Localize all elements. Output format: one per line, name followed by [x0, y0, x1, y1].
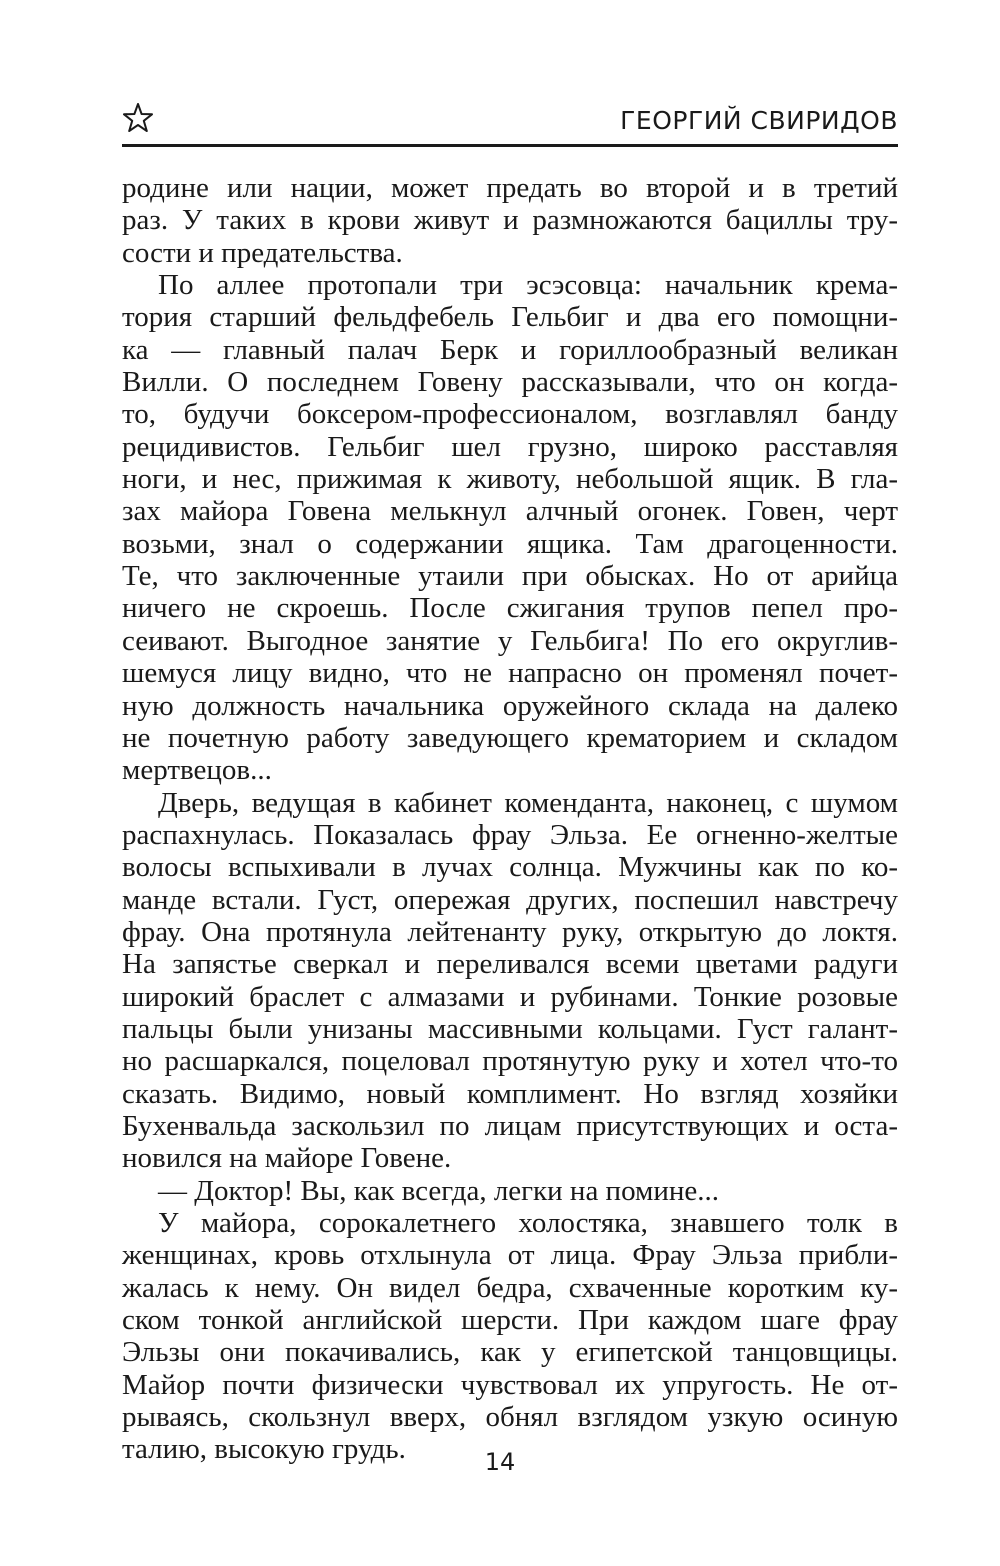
- text-line: По аллее протопали три эсэсовца: начальник крема-: [158, 269, 898, 302]
- text-line: талию, высокую грудь.: [122, 1433, 406, 1466]
- text-line: Вилли. О последнем Говену рассказывали, что он когда-: [122, 366, 898, 399]
- page-number: 14: [484, 1448, 516, 1476]
- text-line: ка — главный палач Берк и гориллообразный великан: [122, 333, 898, 366]
- header-title: ГЕОРГИЙ СВИРИДОВ: [620, 106, 898, 135]
- text-line: зах майора Говена мелькнул алчный огонек. Говен, черт: [122, 495, 898, 528]
- text-line: — Доктор! Вы, как всегда, легки на помине...: [158, 1174, 720, 1207]
- text-line: ную должность начальника оружейного склада на далеко: [122, 689, 898, 722]
- text-line: Майор почти физически чувствовал их упругость. Не от-: [122, 1368, 898, 1401]
- text-line: не почетную работу заведующего крематорием и складом: [122, 721, 898, 754]
- text-line: мертвецов...: [122, 754, 272, 787]
- text-line: фрау. Она протянула лейтенанту руку, открытую до локтя.: [122, 915, 898, 948]
- text-line: широкий браслет с алмазами и рубинами. Тонкие розовые: [122, 980, 898, 1013]
- text-line: сости и предательства.: [122, 236, 403, 269]
- text-line: то, будучи боксером-профессионалом, возглавлял банду: [122, 398, 898, 431]
- body-text: [122, 172, 898, 1466]
- text-line: женщинах, кровь отхлынула от лица. Фрау Эльза прибли-: [122, 1239, 898, 1272]
- text-line: тория старший фельдфебель Гельбиг и два его помощни-: [122, 301, 898, 334]
- text-line: рецидивистов. Гельбиг шел грузно, широко расставляя: [122, 430, 898, 463]
- text-line: сказать. Видимо, новый комплимент. Но взгляд хозяйки: [122, 1077, 898, 1110]
- text-line: Эльзы они покачивались, как у египетской танцовщицы.: [122, 1336, 898, 1369]
- text-line: На запястье сверкал и переливался всеми цветами радуги: [122, 948, 898, 981]
- running-header: [122, 100, 898, 147]
- text-line: Те, что заключенные утаили при обысках. Но от арийца: [122, 560, 898, 593]
- text-line: манде встали. Густ, опережая других, поспешил навстречу: [122, 883, 898, 916]
- text-line: рываясь, скользнул вверх, обнял взглядом узкую осиную: [122, 1401, 898, 1434]
- text-line: сеивают. Выгодное занятие у Гельбига! По его округлив-: [122, 624, 898, 657]
- text-line: жалась к нему. Он видел бедра, схваченные коротким ку-: [122, 1271, 898, 1304]
- text-line: шемуся лицу видно, что не напрасно он променял почет-: [122, 657, 898, 690]
- text-line: ничего не скроешь. После сжигания трупов пепел про-: [122, 592, 898, 625]
- text-line: родине или нации, может предать во второй и в третий: [122, 172, 898, 204]
- text-line: раз. У таких в крови живут и размножаются бациллы тру-: [122, 204, 898, 237]
- text-line: У майора, сорокалетнего холостяка, знавшего толк в: [158, 1207, 898, 1239]
- text-line: Бухенвальда заскользил по лицам присутствующих и оста-: [122, 1109, 898, 1142]
- text-line: новился на майоре Говене.: [122, 1142, 452, 1175]
- text-line: распахнулась. Показалась фрау Эльза. Ее огненно-желтые: [122, 818, 898, 851]
- text-line: пальцы были унизаны массивными кольцами. Густ галант-: [122, 1012, 898, 1045]
- text-line: Дверь, ведущая в кабинет коменданта, наконец, с шумом: [158, 786, 898, 819]
- text-line: ском тонкой английской шерсти. При каждом шаге фрау: [122, 1304, 898, 1337]
- star-icon: [122, 102, 154, 134]
- text-line: ноги, и нес, прижимая к животу, небольшой ящик. В гла-: [122, 463, 898, 496]
- text-line: возьми, знал о содержании ящика. Там драгоценности.: [122, 527, 898, 560]
- text-line: но расшаркался, поцеловал протянутую руку и хотел что-то: [122, 1045, 898, 1078]
- text-line: волосы вспыхивали в лучах солнца. Мужчины как по ко-: [122, 851, 898, 884]
